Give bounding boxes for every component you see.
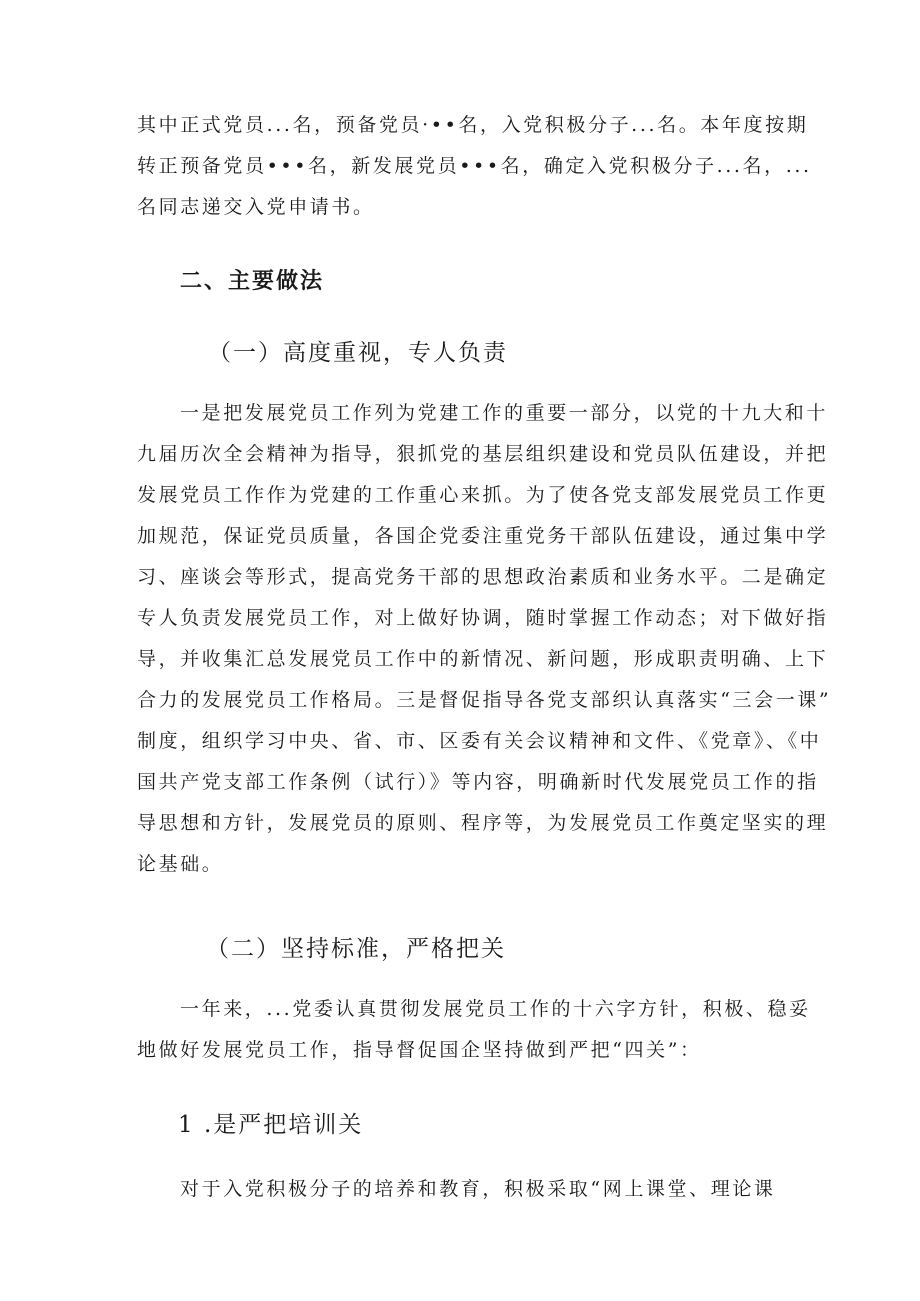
para2-line-1: 一年来，...党委认真贯彻发展党员工作的十六字方针，积极、稳妥 bbox=[180, 998, 811, 1020]
para1-line-4: 加规范，保证党员质量，各国企党委注重党务干部队伍建设，通过集中学 bbox=[137, 525, 829, 547]
para1-line-2: 九届历次全会精神为指导，狠抓党的基层组织建设和党员队伍建设，并把 bbox=[137, 443, 829, 465]
para1-line-6: 专人负责发展党员工作，对上做好协调，随时掌握工作动态；对下做好指 bbox=[137, 607, 829, 629]
numbered-heading-1: 1 .是严把培训关 bbox=[178, 1112, 364, 1138]
para1-line-7: 导，并收集汇总发展党员工作中的新情况、新问题，形成职责明确、上下 bbox=[137, 648, 829, 670]
para1-line-10: 国共产党支部工作条例（试行）》等内容，明确新时代发展党员工作的指 bbox=[137, 771, 819, 793]
section-heading: 二、主要做法 bbox=[180, 269, 325, 294]
intro-line-1: 其中正式党员...名，预备党员·••名，入党积极分子...名。本年度按期 bbox=[137, 114, 809, 136]
subheading-1: （一）高度重视，专人负责 bbox=[208, 340, 508, 366]
subheading-2: （二）坚持标准，严格把关 bbox=[206, 936, 506, 962]
para1-line-12: 论基础。 bbox=[137, 853, 224, 875]
para1-line-3: 发展党员工作作为党建的工作重心来抓。为了使各党支部发展党员工作更 bbox=[137, 484, 829, 506]
para1-line-11: 导思想和方针，发展党员的原则、程序等，为发展党员工作奠定坚实的理 bbox=[137, 812, 829, 834]
intro-line-3: 名同志递交入党申请书。 bbox=[137, 196, 375, 218]
para1-line-5: 习、座谈会等形式，提高党务干部的思想政治素质和业务水平。二是确定 bbox=[137, 566, 829, 588]
para3-line-1: 对于入党积极分子的培养和教育，积极采取“网上课堂、理论课 bbox=[180, 1178, 776, 1200]
para1-line-1: 一是把发展党员工作列为党建工作的重要一部分，以党的十九大和十 bbox=[180, 402, 829, 424]
para1-line-9: 制度，组织学习中央、省、市、区委有关会议精神和文件、《党章》、《中 bbox=[137, 730, 822, 752]
intro-line-2: 转正预备党员•••名，新发展党员•••名，确定入党积极分子...名，... bbox=[137, 155, 812, 177]
para2-line-2: 地做好发展党员工作，指导督促国企坚持做到严把“四关”： bbox=[137, 1039, 702, 1061]
para1-line-8: 合力的发展党员工作格局。三是督促指导各党支部织认真落实“三会一课” bbox=[137, 689, 832, 711]
